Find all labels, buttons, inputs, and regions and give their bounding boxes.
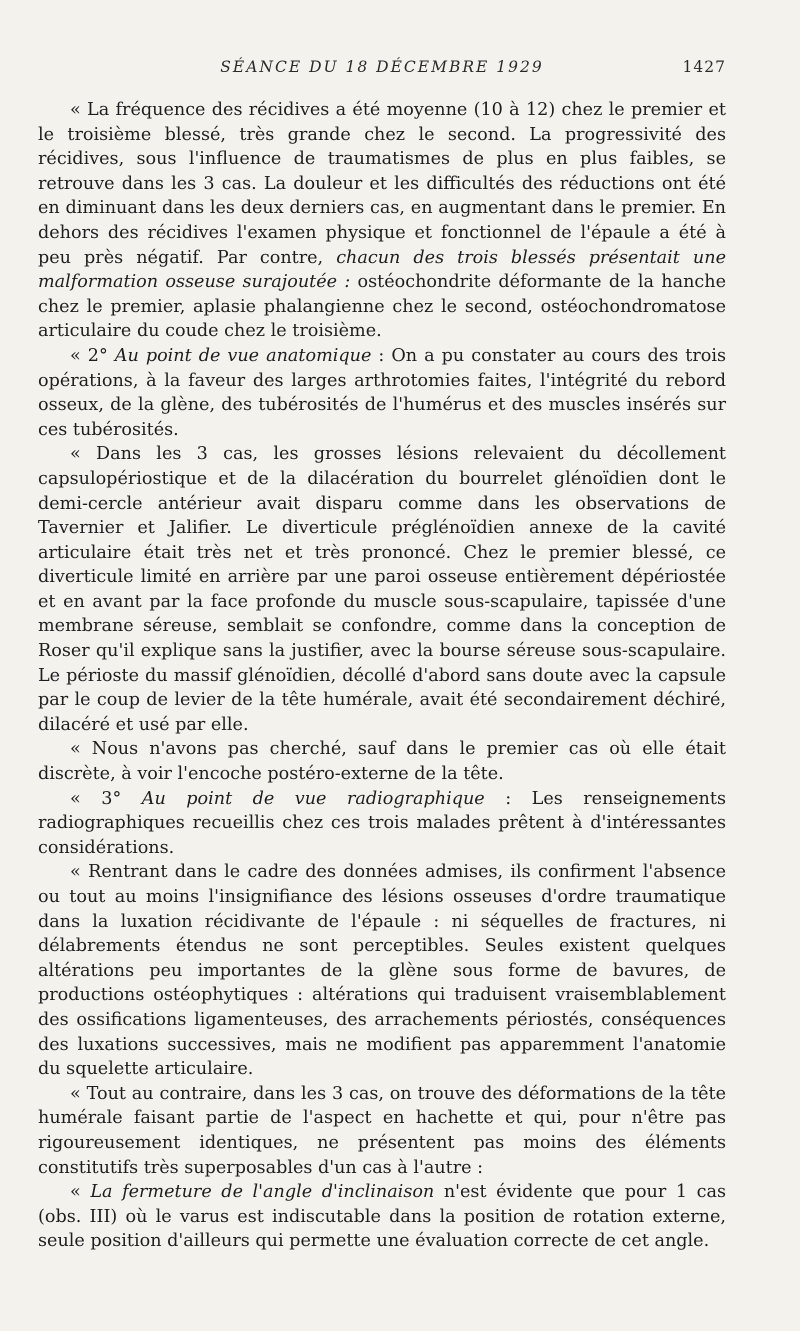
page-number: 1427 bbox=[682, 58, 726, 76]
paragraph bbox=[38, 787, 726, 861]
paragraph bbox=[38, 98, 726, 344]
paragraph-text: « Nous n'avons pas cherché, sauf dans le premier cas où elle était discrète, à voir l'encoche postéro-externe de la tête. bbox=[38, 739, 726, 785]
paragraph-text: « Tout au contraire, dans les 3 cas, on trouve des déformations de la tête humérale faisant partie de l'aspect en hachette et qui, pour n'être pas rigoureusement identiques, ne présentent pas moins des éléments constitutifs très superposables d'un cas à l'autre : bbox=[38, 1083, 726, 1178]
paragraph bbox=[38, 344, 726, 442]
paragraph-text: : Les renseignements radiographiques recueillis chez ces trois malades prêtent à d'intéressantes considérations. bbox=[38, 788, 726, 858]
paragraph bbox=[38, 442, 726, 737]
section-heading: Au point de vue radiographique bbox=[141, 788, 485, 809]
paragraph-text: « Rentrant dans le cadre des données admises, ils confirment l'absence ou tout au moins l'insignifiance des lésions osseuses d'ordre traumatique dans la luxation récidivante de l'épaule : ni séquelles de fractures, ni délabrements étendus ne sont perceptibles. Seules existent quelques altérations peu importantes de la glène sous forme de bavures, de productions ostéophytiques : altérations qui traduisent vraisemblablement des ossifications ligamenteuses, des arrachements périostés, conséquences des luxations successives, mais ne modifient pas apparemment l'anatomie du squelette articulaire. bbox=[38, 862, 726, 1080]
paragraph bbox=[38, 737, 726, 786]
section-heading: Au point de vue anatomique bbox=[114, 345, 372, 366]
italic-phrase: La fermeture de l'angle d'inclinaison bbox=[90, 1182, 435, 1203]
body-text bbox=[38, 98, 726, 1254]
paragraph-text: n'est évidente que pour 1 cas (obs. III) où le varus est indiscutable dans la position de rotation externe, seule position d'ailleurs qui permette une évaluation correcte de cet angle. bbox=[38, 1182, 727, 1252]
paragraph-text: « bbox=[70, 1182, 91, 1203]
page-header bbox=[38, 58, 726, 84]
paragraph-text: ostéochondrite déformante de la hanche chez le premier, aplasie phalangienne chez le second, ostéochondromatose articulaire du coude chez le troisième. bbox=[38, 272, 726, 342]
paragraph bbox=[38, 1180, 726, 1254]
paragraph-text: « 3° bbox=[70, 788, 142, 809]
paragraph-text: : On a pu constater au cours des trois opérations, à la faveur des larges arthrotomies faites, l'intégrité du rebord osseux, de la glène, des tubérosités de l'humérus et des muscles insérés sur ces tubérosités. bbox=[38, 345, 726, 440]
paragraph bbox=[38, 1082, 726, 1180]
paragraph-text: « La fréquence des récidives a été moyenne (10 à 12) chez le premier et le troisième blessé, très grande chez le second. La progressivité des récidives, sous l'influence de traumatismes de plus en plus faibles, se retrouve dans les 3 cas. La douleur et les difficultés des réductions ont été en diminuant dans les deux derniers cas, en augmentant dans le premier. En dehors des récidives l'examen physique et fonctionnel de l'épaule a été à peu près négatif. Par contre, bbox=[38, 100, 726, 268]
paragraph-text: « 2° bbox=[70, 345, 115, 366]
paragraph-text: « Dans les 3 cas, les grosses lésions relevaient du décollement capsulopériostique et de la dilacération du bourrelet glénoïdien dont le demi-cercle antérieur avait disparu comme dans les observations de Tavernier et Jalifier. Le diverticule préglénoïdien annexe de la cavité articulaire était très net et très prononcé. Chez le premier blessé, ce diverticule limité en arrière par une paroi osseuse entièrement dépériostée et en avant par la face profonde du muscle sous-scapulaire, tapissée d'une membrane séreuse, semblait se confondre, comme dans la conception de Roser qu'il explique sans la justifier, avec la bourse séreuse sous-scapulaire. Le périoste du massif glénoïdien, décollé d'abord sans doute avec la capsule par le coup de levier de la tête humérale, avait été secondairement déchiré, dilacéré et usé par elle. bbox=[38, 444, 726, 735]
paragraph bbox=[38, 860, 726, 1081]
italic-phrase: chacun des trois blessés présentait une malformation osseuse surajoutée : bbox=[38, 247, 726, 293]
running-head: SÉANCE DU 18 DÉCEMBRE 1929 bbox=[220, 58, 544, 76]
